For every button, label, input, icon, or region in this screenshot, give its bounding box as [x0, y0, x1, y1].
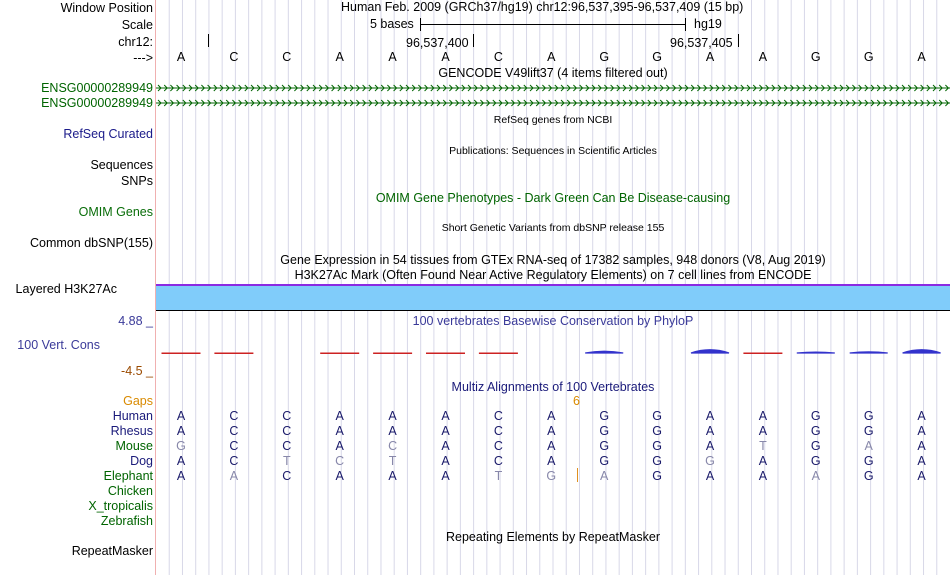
conservation-mark [691, 350, 729, 353]
conservation-mark [321, 353, 359, 354]
alignment-base: G [810, 439, 821, 453]
h3k27ac-baseline [156, 310, 950, 311]
conservation-plot[interactable] [156, 340, 950, 360]
label-snps[interactable]: SNPs [121, 174, 153, 188]
label-gene-1[interactable]: ENSG00000289949 [41, 81, 153, 95]
label-common-dbsnp[interactable]: Common dbSNP(155) [30, 236, 153, 250]
conservation-mark [850, 352, 888, 353]
alignment-base: T [388, 454, 397, 468]
reference-base: C [229, 50, 239, 64]
conservation-mark [374, 353, 412, 354]
scale-bar-right-tick [685, 18, 686, 31]
position-label-2: 96,537,405 [670, 36, 733, 50]
alignment-base: C [493, 424, 503, 438]
alignment-base: G [810, 409, 821, 423]
position-label-1: 96,537,400 [406, 36, 469, 50]
gene-track-line-2[interactable] [156, 98, 950, 108]
species-label[interactable]: Rhesus [110, 424, 153, 438]
alignment-base: A [335, 439, 344, 453]
conservation-mark [797, 352, 835, 353]
alignment-base: G [863, 409, 874, 423]
alignment-base: G [652, 469, 662, 483]
conservation-mark [162, 353, 200, 354]
alignment-base: A [441, 469, 450, 483]
alignment-base: A [917, 409, 926, 423]
species-label[interactable]: Dog [130, 454, 153, 468]
dbsnp-track-title[interactable]: Short Genetic Variants from dbSNP release 155 [441, 222, 665, 234]
alignment-base: G [810, 454, 821, 468]
position-tick-1 [473, 34, 474, 47]
label-repeatmasker[interactable]: RepeatMasker [71, 544, 153, 558]
position-tick-0 [208, 34, 209, 47]
alignment-base: G [599, 409, 610, 423]
multiz-track-title[interactable]: Multiz Alignments of 100 Vertebrates [451, 380, 655, 394]
alignment-base: G [599, 454, 610, 468]
label-cons-max: 4.88 _ [118, 314, 153, 328]
label-gene-2[interactable]: ENSG00000289949 [41, 96, 153, 110]
alignment-base: A [388, 424, 397, 438]
alignment-base: A [705, 424, 715, 438]
alignment-base: A [705, 409, 715, 423]
conservation-mark [215, 353, 253, 354]
gap-count: 6 [573, 394, 580, 408]
alignment-base: C [388, 439, 398, 453]
alignment-base: G [652, 409, 662, 423]
reference-base: A [441, 50, 450, 64]
alignment-base: A [335, 424, 344, 438]
alignment-base: C [493, 439, 503, 453]
reference-base: G [599, 50, 610, 64]
alignment-base: A [547, 439, 556, 453]
reference-base: A [547, 50, 556, 64]
alignment-base: C [229, 454, 239, 468]
alignment-base: A [864, 439, 873, 453]
alignment-base: A [176, 454, 186, 468]
alignment-base: A [388, 409, 397, 423]
alignment-base: G [863, 424, 874, 438]
alignment-base: A [758, 409, 768, 423]
conservation-mark [427, 353, 465, 354]
alignment-base: A [229, 469, 239, 483]
refseq-track-title[interactable]: RefSeq genes from NCBI [493, 114, 613, 126]
alignment-base: G [810, 424, 821, 438]
alignment-base: C [282, 439, 292, 453]
alignment-base: G [863, 454, 874, 468]
label-window-position[interactable]: Window Position [60, 1, 153, 15]
assembly-short-label: hg19 [694, 17, 722, 31]
alignment-base: A [176, 424, 186, 438]
label-strand-arrow[interactable]: ---> [133, 51, 153, 65]
alignment-base: A [547, 454, 556, 468]
alignment-base: C [335, 454, 345, 468]
alignment-base: G [863, 469, 874, 483]
species-label[interactable]: Chicken [107, 484, 153, 498]
alignment-base: G [652, 424, 662, 438]
alignment-base: G [652, 439, 662, 453]
alignment-base: C [282, 424, 292, 438]
alignment-base: C [282, 409, 292, 423]
alignment-base: A [441, 424, 450, 438]
h3k27ac-track-title[interactable]: H3K27Ac Mark (Often Found Near Active Regulatory Elements) on 7 cell lines from ENCODE [294, 268, 812, 282]
label-cons-min: -4.5 _ [121, 364, 153, 378]
phylop-track-title[interactable]: 100 vertebrates Basewise Conservation by PhyloP [412, 314, 694, 328]
reference-base: G [810, 50, 821, 64]
alignment-base: A [335, 409, 344, 423]
reference-base: A [758, 50, 768, 64]
alignment-base: C [229, 424, 239, 438]
alignment-base: A [917, 469, 926, 483]
alignment-base: A [917, 439, 926, 453]
insertion-marker [577, 468, 578, 482]
alignment-base: A [758, 469, 768, 483]
alignment-base: A [441, 409, 450, 423]
conservation-mark [479, 353, 517, 354]
alignment-base: A [758, 454, 768, 468]
alignment-base: A [388, 469, 397, 483]
reference-base: A [705, 50, 715, 64]
repeatmasker-track-title[interactable]: Repeating Elements by RepeatMasker [445, 530, 660, 544]
alignment-base: A [176, 469, 186, 483]
species-label[interactable]: X_tropicalis [88, 499, 153, 513]
alignment-base: A [917, 424, 926, 438]
publications-track-title[interactable]: Publications: Sequences in Scientific Articles [449, 145, 657, 157]
scale-bar-left-tick [420, 18, 421, 31]
alignment-base: A [811, 469, 820, 483]
alignment-base: A [547, 409, 556, 423]
alignment-base: C [493, 454, 503, 468]
reference-base: C [282, 50, 292, 64]
conservation-mark [744, 353, 782, 354]
alignment-base: C [229, 439, 239, 453]
label-scale[interactable]: Scale [121, 18, 153, 32]
alignment-base: G [546, 469, 557, 483]
label-layered-h3k27ac[interactable]: Layered H3K27Ac [15, 282, 117, 296]
alignment-base: A [547, 424, 556, 438]
label-gaps[interactable]: Gaps [123, 394, 153, 408]
species-label[interactable]: Elephant [103, 469, 153, 483]
gencode-track-title[interactable]: GENCODE V49lift37 (4 items filtered out) [438, 66, 668, 80]
reference-base: A [176, 50, 186, 64]
alignment-base: G [652, 454, 662, 468]
reference-base: C [493, 50, 503, 64]
alignment-base: C [493, 409, 503, 423]
reference-base: A [335, 50, 344, 64]
gtex-track-title[interactable]: Gene Expression in 54 tissues from GTEx RNA-seq of 17382 samples, 948 donors (V8, Aug 2019) [280, 253, 826, 267]
scale-text: 5 bases [370, 17, 414, 31]
alignment-base: A [705, 469, 715, 483]
alignment-base: A [758, 424, 768, 438]
label-omim-genes[interactable]: OMIM Genes [78, 205, 153, 219]
alignment-base: A [705, 439, 715, 453]
omim-track-title[interactable]: OMIM Gene Phenotypes - Dark Green Can Be Disease-causing [375, 191, 731, 205]
reference-base: G [652, 50, 662, 64]
conservation-mark [585, 351, 623, 353]
alignment-base: G [599, 439, 610, 453]
reference-base: A [917, 50, 926, 64]
position-tick-2 [738, 34, 739, 47]
assembly-position-text: Human Feb. 2009 (GRCh37/hg19) chr12:96,537,395-96,537,409 (15 bp) [341, 0, 744, 14]
alignment-base: T [494, 469, 503, 483]
alignment-base: A [917, 454, 926, 468]
label-refseq-curated[interactable]: RefSeq Curated [63, 127, 153, 141]
alignment-base: A [335, 469, 344, 483]
species-label[interactable]: Zebrafish [100, 514, 153, 528]
alignment-base: A [441, 454, 450, 468]
alignment-base: G [599, 424, 610, 438]
alignment-base: T [282, 454, 291, 468]
alignment-base: A [600, 469, 609, 483]
label-100-vert-cons[interactable]: 100 Vert. Cons [17, 338, 100, 352]
alignment-base: A [441, 439, 450, 453]
gene-track-line-1[interactable] [156, 83, 950, 93]
alignment-base: G [176, 439, 186, 453]
alignment-base: C [282, 469, 292, 483]
reference-base: G [863, 50, 874, 64]
alignment-base: A [176, 409, 186, 423]
label-chromosome[interactable]: chr12: [118, 35, 153, 49]
reference-base: A [388, 50, 397, 64]
alignment-base: C [229, 409, 239, 423]
label-sequences[interactable]: Sequences [90, 158, 153, 172]
alignment-base: T [759, 439, 767, 453]
scale-bar [420, 24, 686, 25]
species-label[interactable]: Mouse [115, 439, 153, 453]
species-label[interactable]: Human [112, 409, 153, 423]
h3k27ac-signal[interactable] [156, 284, 950, 311]
conservation-mark [903, 350, 941, 353]
alignment-base: G [705, 454, 715, 468]
